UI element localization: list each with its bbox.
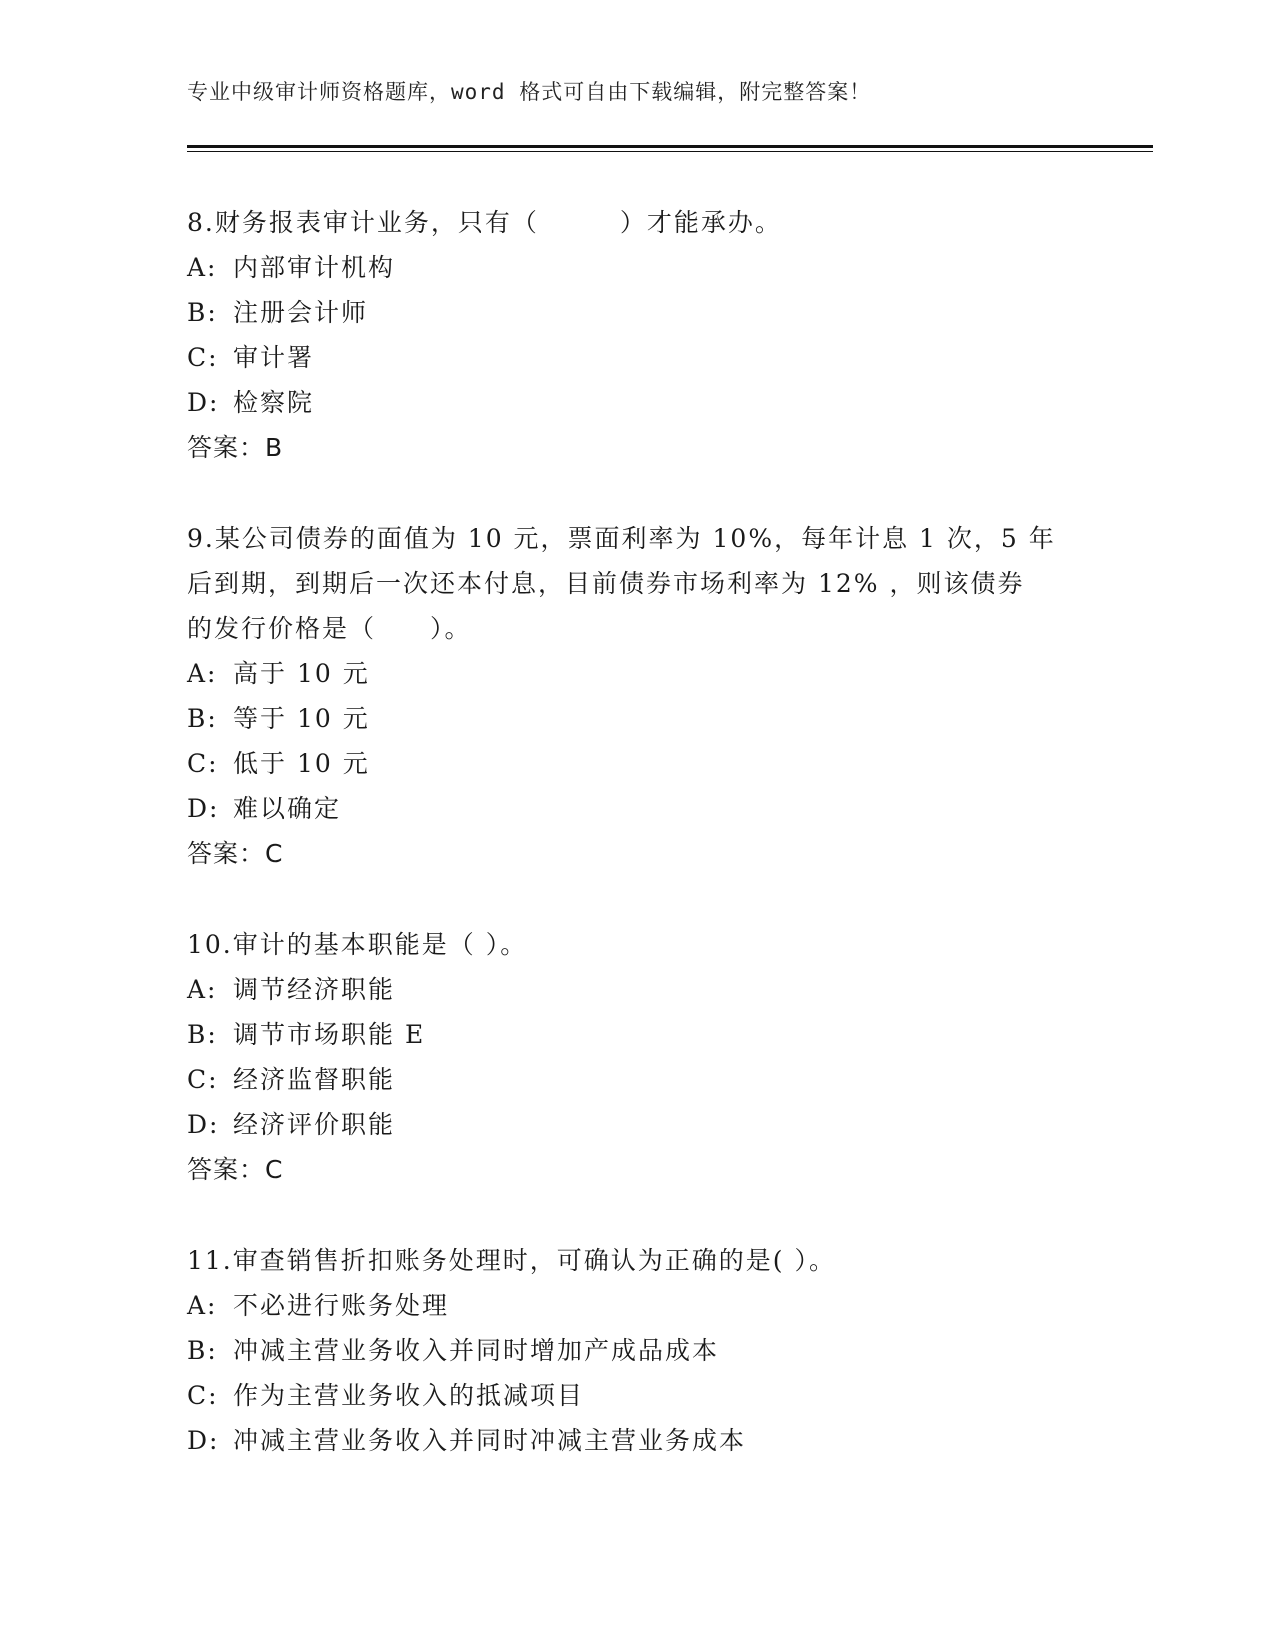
option-text: 高于 10 元	[233, 659, 370, 688]
option-text: 调节市场职能 E	[233, 1020, 426, 1049]
option-label: C:	[187, 1065, 219, 1094]
option-label: A:	[187, 975, 218, 1004]
question-stem-line: 10.审计的基本职能是（ ）。	[187, 930, 528, 959]
option-text: 冲减主营业务收入并同时增加产成品成本	[233, 1336, 720, 1365]
answer-line: 答案：C	[187, 1155, 284, 1184]
option-b	[187, 1328, 1107, 1373]
question-stem	[187, 200, 1107, 245]
option-text: 低于 10 元	[233, 749, 370, 778]
option-b	[187, 290, 1107, 335]
option-d	[187, 786, 1107, 831]
option-a	[187, 1283, 1107, 1328]
option-b	[187, 696, 1107, 741]
option-label: D:	[187, 388, 220, 417]
option-text: 难以确定	[233, 794, 342, 823]
header-divider-thin	[187, 151, 1153, 152]
question-stem	[187, 922, 1107, 967]
option-d	[187, 380, 1107, 425]
option-a	[187, 651, 1107, 696]
option-text: 不必进行账务处理	[233, 1291, 450, 1320]
question-stem-line: 后到期，到期后一次还本付息，目前债券市场利率为 12% ，则该债券	[187, 569, 1025, 598]
question-10	[187, 922, 1107, 1192]
option-text: 作为主营业务收入的抵减项目	[233, 1381, 585, 1410]
page-header: 专业中级审计师资格题库，word 格式可自由下载编辑，附完整答案！	[187, 80, 872, 104]
option-text: 调节经济职能	[233, 975, 396, 1004]
question-stem-line: 8.财务报表审计业务，只有（ ）才能承办。	[187, 208, 782, 237]
question-list	[187, 200, 1107, 1463]
option-label: A:	[187, 1291, 218, 1320]
option-text: 检察院	[233, 388, 315, 417]
option-label: B:	[187, 1020, 218, 1049]
option-a	[187, 245, 1107, 290]
option-text: 经济监督职能	[233, 1065, 396, 1094]
question-9	[187, 516, 1107, 876]
option-c	[187, 741, 1107, 786]
option-label: C:	[187, 343, 219, 372]
option-label: D:	[187, 1110, 220, 1139]
option-text: 注册会计师	[233, 298, 369, 327]
option-c	[187, 335, 1107, 380]
option-text: 等于 10 元	[233, 704, 370, 733]
header-divider-thick	[187, 145, 1153, 148]
answer-line: 答案：B	[187, 433, 284, 462]
option-c	[187, 1373, 1107, 1418]
option-d	[187, 1418, 1107, 1463]
question-stem-line: 11.审查销售折扣账务处理时，可确认为正确的是( ）。	[187, 1246, 836, 1275]
answer-line: 答案：C	[187, 839, 284, 868]
question-stem-line: 的发行价格是（ ）。	[187, 614, 472, 643]
option-text: 经济评价职能	[233, 1110, 396, 1139]
option-label: A:	[187, 253, 218, 282]
option-label: D:	[187, 794, 220, 823]
option-a	[187, 967, 1107, 1012]
question-stem	[187, 1238, 1107, 1283]
option-text: 审计署	[233, 343, 315, 372]
option-label: B:	[187, 1336, 218, 1365]
option-label: C:	[187, 749, 219, 778]
option-text: 冲减主营业务收入并同时冲减主营业务成本	[233, 1426, 747, 1455]
option-label: C:	[187, 1381, 219, 1410]
question-11	[187, 1238, 1107, 1463]
option-label: A:	[187, 659, 218, 688]
option-label: B:	[187, 298, 218, 327]
question-8	[187, 200, 1107, 470]
question-stem	[187, 516, 1107, 651]
option-d	[187, 1102, 1107, 1147]
option-b	[187, 1012, 1107, 1057]
question-stem-line: 9.某公司债券的面值为 10 元，票面利率为 10%，每年计息 1 次，5 年	[187, 524, 1056, 553]
option-text: 内部审计机构	[233, 253, 396, 282]
option-label: B:	[187, 704, 218, 733]
option-label: D:	[187, 1426, 220, 1455]
option-c	[187, 1057, 1107, 1102]
